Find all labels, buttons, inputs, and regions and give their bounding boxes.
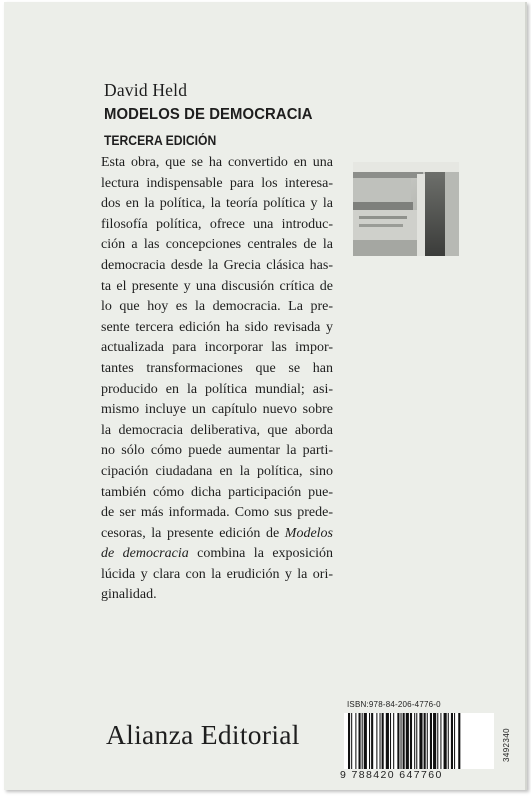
barcode-bar: [430, 713, 432, 769]
barcode-bar: [380, 713, 381, 769]
blurb-line: lo que hoy es la democracia. La pre-: [101, 299, 333, 315]
book-title-italic: de democracia: [101, 546, 189, 562]
barcode-bar: [351, 713, 352, 769]
blurb-line: [101, 544, 333, 565]
blurb-text-segment: combina la exposición: [188, 546, 333, 562]
blurb-line: no sólo cómo puede aumentar la parti-: [101, 443, 333, 459]
blurb-line: Esta obra, que se ha convertido en una: [101, 155, 333, 170]
isbn-label: ISBN:978-84-206-4776-0: [347, 700, 441, 709]
barcode-bar: [454, 713, 455, 769]
blurb-line: actualizada para incorporar las impor-: [101, 340, 333, 356]
blurb-line: ción a las concepciones centrales de la: [101, 237, 333, 253]
barcode: [344, 713, 494, 769]
barcode-bar: [419, 713, 422, 769]
blurb-line: cipación ciudadana en la política, sino: [101, 463, 333, 479]
barcode-bar: [401, 713, 402, 769]
barcode-bar: [397, 713, 399, 769]
blurb-line: sente tercera edición ha sido revisada y: [101, 319, 333, 335]
author-name: David Held: [104, 80, 188, 100]
blurb-line: también cómo dicha participación pue-: [101, 484, 333, 500]
book-title-italic: Modelos: [284, 525, 333, 541]
blurb-line: mismo incluye un capítulo nuevo sobre: [101, 402, 333, 418]
blurb-text: [101, 153, 333, 606]
barcode-bar: [424, 713, 426, 769]
side-number: 3492340: [502, 728, 511, 762]
barcode-bar: [359, 713, 361, 769]
barcode-bar: [371, 713, 373, 769]
back-cover: [4, 2, 527, 790]
publisher-logo: Alianza Editorial: [106, 719, 300, 750]
barcode-bar: [376, 713, 377, 769]
blurb-line: [101, 524, 333, 545]
blurb-line: filosofía política, ofrece una introduc-: [101, 216, 333, 232]
barcode-bar: [386, 713, 389, 769]
book-title: MODELOS DE DEMOCRACIA: [104, 106, 313, 123]
barcode-bar: [414, 713, 415, 769]
barcode-bar: [448, 713, 449, 769]
barcode-bar: [406, 713, 409, 769]
barcode-bar: [444, 713, 447, 769]
barcode-bar: [427, 713, 428, 769]
barcode-bar: [382, 713, 384, 769]
blurb-line: democracia desde la Grecia clásica has-: [101, 257, 333, 273]
barcode-bar: [348, 713, 350, 769]
blurb-line: dos en la política, la teoría política y la: [101, 196, 333, 212]
blurb-line: ginalidad.: [101, 587, 157, 603]
barcode-bar: [369, 713, 370, 769]
blurb-line: producido en la política mundial; asi-: [101, 381, 333, 397]
blurb-line: tantes transformaciones que se han: [101, 360, 333, 376]
barcode-bar: [355, 713, 356, 769]
barcode-bar: [364, 713, 367, 769]
barcode-bar: [416, 713, 417, 769]
barcode-bar: [433, 713, 436, 769]
blurb-line: la democracia deliberativa, que aborda: [101, 422, 333, 438]
blurb-text-segment: cesoras, la presente edición de: [101, 525, 285, 541]
edition-label: TERCERA EDICIÓN: [104, 133, 217, 148]
barcode-bar: [440, 713, 441, 769]
blurb-line: lúcida y clara con la erudición y la ori-: [101, 566, 333, 582]
blurb-line: lectura indispensable para los interesa-: [101, 175, 333, 191]
cover-photo-image: [353, 162, 459, 256]
barcode-bar: [362, 713, 363, 769]
barcode-digits: 9 788420 647760: [340, 769, 443, 781]
barcode-bars: [344, 713, 494, 769]
blurb-line: de ser más informada. Como sus prede-: [101, 505, 333, 521]
blurb-line: ta el presente y una discusión crítica de: [101, 278, 333, 294]
barcode-bar: [403, 713, 405, 769]
barcode-bar: [458, 713, 460, 769]
barcode-bar: [410, 713, 412, 769]
cover-photo: [353, 162, 459, 256]
barcode-bar: [390, 713, 391, 769]
barcode-bar: [437, 713, 438, 769]
barcode-bar: [393, 713, 394, 769]
barcode-bar: [451, 713, 453, 769]
